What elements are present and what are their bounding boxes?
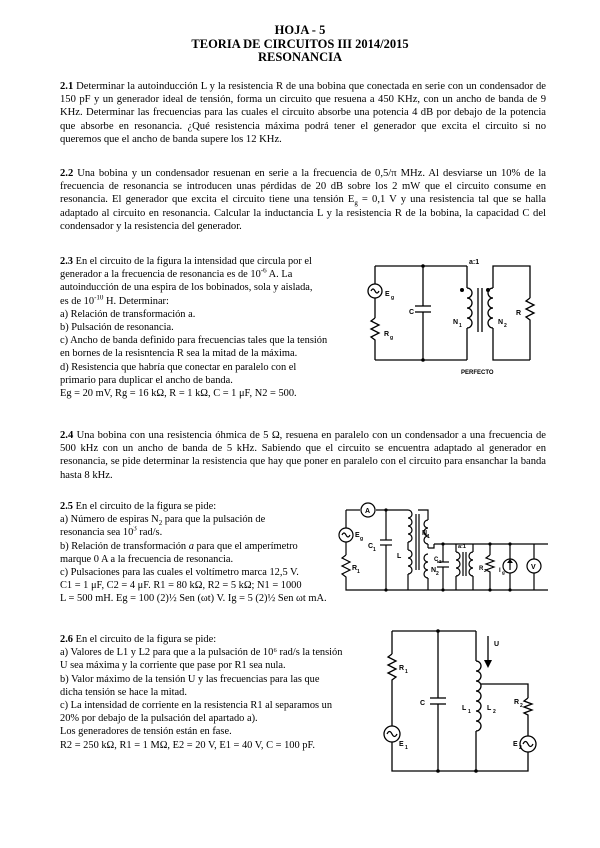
data-line: R2 = 250 kΩ, R1 = 1 MΩ, E2 = 20 V, E1 = 40 V, C = 100 pF.: [60, 739, 316, 751]
n1-label: N: [422, 530, 428, 537]
text-line: autoinducción de una espira de los bobinados, sola y aislada,: [60, 282, 313, 294]
problem-2-3: [60, 255, 360, 400]
circuit-figure-2-5: [338, 500, 553, 596]
problem-number: 2.6: [60, 634, 73, 645]
voltmeter-label: V: [531, 564, 536, 571]
subscript: 2: [484, 568, 487, 573]
subscript: 1: [405, 745, 408, 751]
subscript: 1: [373, 547, 376, 553]
subscript: 2: [493, 709, 496, 715]
ig-label: I: [499, 568, 501, 574]
subscript: g: [360, 536, 364, 542]
text-line: c) La intensidad de corriente en la resistencia R1 al separamos un: [60, 700, 333, 712]
problem-number: 2.5: [60, 501, 73, 512]
problem-number: 2.1: [60, 81, 74, 92]
subscript: g: [390, 335, 394, 341]
text-line: En el circuito de la figura se pide:: [73, 501, 217, 512]
text-line: generador a la frecuencia de resonancia es de 10: [60, 269, 261, 281]
text-line: para que el amperímetro: [193, 540, 298, 552]
text-line: En el circuito de la figura se pide:: [73, 634, 217, 645]
c-label: C: [420, 700, 426, 707]
c2-label: C: [434, 557, 439, 563]
subscript: 2: [504, 323, 507, 329]
n1-label: N: [453, 319, 459, 326]
text-line: b) Pulsación de resonancia.: [60, 322, 174, 334]
superscript: -10: [94, 294, 104, 302]
subscript: 1: [405, 669, 408, 675]
text-line: primario para duplicar el ancho de banda.: [60, 374, 233, 386]
c1-label: C: [368, 543, 374, 550]
l2-label: L: [487, 705, 492, 712]
text-line: En el circuito de la figura la intensidad que circula por el: [73, 256, 312, 267]
course-title: TEORIA DE CIRCUITOS III 2014/2015: [191, 36, 409, 51]
c-label: C: [409, 309, 415, 316]
data-line: L = 500 mH. Eg = 100 (2)½ Sen (ωt) V. Ig = 5 (2)½ Sen ωt mA.: [60, 593, 327, 605]
text-line: marque 0 A a la frecuencia de resonancia.: [60, 553, 234, 565]
problem-2-5: [60, 500, 335, 606]
text-line: rad/s.: [136, 527, 163, 539]
italic-a: a: [188, 540, 194, 552]
data-line: C1 = 1 μF, C2 = 4 μF. R1 = 80 kΩ, R2 = 5 kΩ; N1 = 1000: [60, 580, 302, 592]
problem-text: Una bobina con una resistencia óhmica de 5 Ω, resuena en paralelo con un condensador a una frecuencia de 500 kHz con un ancho de banda de 5 kHz. Sabiendo que el circuito se encuentra adaptado al generador en resonancia, se pide determinar la resistencia que hay que poner en paralelo con el circuito para ensanchar la banda hasta 8 kHz.: [60, 430, 546, 481]
r1-label: R: [352, 565, 358, 572]
l-label: L: [397, 553, 402, 560]
text-line: A. La: [266, 269, 293, 281]
e1-label: E: [399, 741, 404, 748]
problem-2-4: [60, 429, 546, 482]
problem-text: Determinar la autoinducción L y la resistencia R de una bobina que conectada en serie con un condensador de 150 pF y un generador ideal de tensión, forma un circuito que resuena a 450 KHz, con un ancho de banda de 9 KHz. Determinar las frecuencias para las cuales el circuito absorbe una potencia 4 dB por debajo de la potencia que absorbe en resonancia. ¿Qué resistencia máxima podrá tener el generador que excita el circuito si no queremos que el ancho de banda supere los 12 KHz.: [60, 81, 546, 145]
l1-label: L: [462, 705, 467, 712]
n2-label: N: [498, 319, 504, 326]
r2-label: R: [479, 566, 484, 572]
subscript: 1: [357, 569, 360, 575]
text-line: para que la pulsación de: [162, 514, 266, 526]
circuit-figure-2-3: [365, 258, 545, 383]
subscript: 1: [468, 709, 471, 715]
text-line: c) Ancho de banda definido para frecuencias tales que la tensión: [60, 335, 328, 347]
subscript: g: [502, 570, 505, 575]
r2-label: R: [514, 699, 520, 706]
subscript: g: [354, 199, 358, 208]
text-line: a) Relación de transformación a.: [60, 308, 196, 320]
page-header: [0, 24, 600, 65]
r-label: R: [516, 310, 522, 317]
ratio-label: a:1: [458, 544, 466, 550]
problem-number: 2.4: [60, 430, 74, 441]
ammeter-label: A: [365, 508, 371, 515]
text-line: resonancia sea 10: [60, 527, 134, 539]
text-line: a) Número de espiras N: [60, 514, 159, 526]
sheet-title: HOJA - 5: [274, 23, 326, 37]
text-line: dicha tensión se hace la mitad.: [60, 686, 187, 698]
ratio-label: a:1: [469, 259, 480, 266]
problem-2-1: [60, 80, 546, 146]
text-line: H. Determinar:: [103, 295, 169, 307]
text-line: c) Pulsaciones para las cuales el voltímetro marca 12,5 V.: [60, 567, 299, 579]
rg-label: R: [384, 331, 390, 338]
text-line: es de 10: [60, 295, 95, 307]
problem-2-6: [60, 633, 365, 752]
superscript: -6: [260, 268, 267, 275]
subscript: 1: [459, 323, 462, 329]
topic-title: RESONANCIA: [257, 50, 343, 64]
subscript: 2: [436, 571, 439, 577]
subscript: 1: [427, 534, 430, 540]
subscript: 2: [158, 519, 163, 527]
problem-number: 2.2: [60, 168, 74, 179]
subscript: 2: [520, 703, 523, 709]
eg-label: E: [355, 532, 360, 539]
n2-label: N: [431, 567, 437, 574]
u-label: U: [494, 641, 500, 648]
text-line: U sea máxima y la corriente que pase por R1 sea nula.: [60, 660, 286, 672]
superscript: 3: [133, 526, 137, 533]
r1-label: R: [399, 665, 405, 672]
data-line: Eg = 20 mV, Rg = 16 kΩ, R = 1 kΩ, C = 1 μF, N2 = 500.: [60, 388, 297, 400]
text-line: b) Valor máximo de la tensión U y las frecuencias para las que: [60, 673, 320, 685]
e2-label: E: [513, 741, 518, 748]
eg-label: E: [385, 291, 390, 298]
text-line: Los generadores de tensión están en fase.: [60, 726, 232, 738]
perfecto-label: PERFECTO: [461, 370, 494, 376]
problem-2-2: [60, 167, 546, 233]
problem-number: 2.3: [60, 256, 73, 267]
subscript: g: [391, 295, 395, 301]
text-line: d) Resistencia que habría que conectar en paralelo con el: [60, 361, 297, 373]
text-line: a) Valores de L1 y L2 para que a la pulsación de 10⁶ rad/s la tensión: [60, 647, 343, 659]
problem-text-cont: = 0,1 V y una resistencia tal que se halla adaptado al circuito en resonancia. Calcular la inductancia L y la resistencia R de la bobina, la capacidad C del condensador y la resistencia del generador.: [60, 194, 546, 232]
text-line: en bornes de la resisntencia R sea la mitad de la máxima.: [60, 348, 298, 360]
problem-text: Una bobina y un condensador resuenan en serie a la frecuencia de 0,5/π MHz. Al desviarse un 10% de la frecuencia de resonancia se introducen unas pérdidas de 20 dB sobre los 2 mW que el circuito consume en resonancia. El generador que excita el circuito tiene una tensión E: [60, 168, 546, 206]
text-line: b) Relación de transformación: [60, 540, 189, 552]
subscript: 2: [519, 745, 522, 751]
text-line: 20% por debajo de la pulsación del apartado a).: [60, 713, 258, 725]
subscript: 2: [439, 559, 442, 564]
circuit-figure-2-6: [370, 626, 550, 778]
